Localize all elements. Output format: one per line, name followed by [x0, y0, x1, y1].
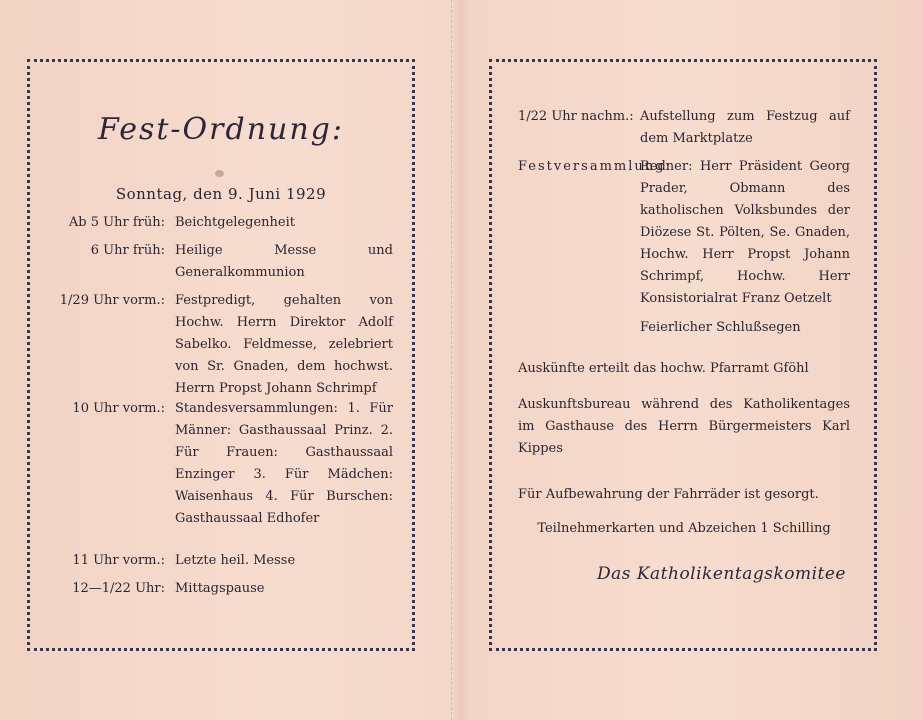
- event-date: Sonntag, den 9. Juni 1929: [115, 185, 327, 203]
- left-panel: [27, 59, 415, 651]
- entry-text: Letzte heil. Messe: [175, 553, 296, 568]
- entry-time: 1/22 Uhr nachm.:: [518, 109, 634, 124]
- entry-time: Ab 5 Uhr früh:: [68, 215, 165, 230]
- entry-time: 11 Uhr vorm.:: [72, 553, 165, 568]
- entry-time: 1/29 Uhr vorm.:: [59, 293, 165, 308]
- entry-text: Redner: Herr Präsident Georg Prader, Obmann des katholischen Volksbundes der Diözese St. Pölten, Se. Gnaden, Hochw. Herr Propst Johann Schrimpf, Hochw. Herr Konsistorialrat Franz Oetzelt: [640, 159, 850, 306]
- entry-time: 10 Uhr vorm.:: [72, 401, 165, 416]
- paper-blemish: [215, 170, 224, 177]
- closing-blessing: Feierlicher Schlußsegen: [640, 320, 801, 335]
- bicycle-note: Für Aufbewahrung der Fahrräder ist gesorgt.: [518, 487, 819, 502]
- entry-time: 6 Uhr früh:: [90, 243, 165, 258]
- entry-time: 12—1/22 Uhr:: [72, 581, 165, 596]
- entry-text: Standesversammlungen: 1. Für Männer: Gasthaussaal Prinz. 2. Für Frauen: Gasthaussaal Enzinger 3. Für Mädchen: Waisenhaus 4. Für Burschen: Gasthaussaal Edhofer: [175, 401, 393, 526]
- entry-text: Festpredigt, gehalten von Hochw. Herrn Direktor Adolf Sabelko. Feldmesse, zelebriert von Sr. Gnaden, dem hochwst. Herrn Propst Johann Schrimpf: [175, 293, 393, 396]
- info-bureau: Auskunftsbureau während des Katholikentages im Gasthause des Herrn Bürgermeisters Karl Kippes: [518, 397, 850, 456]
- entry-text: Aufstellung zum Festzug auf dem Marktplatze: [640, 109, 850, 146]
- page-title: Fest-Ordnung:: [98, 112, 344, 147]
- info-note: Auskünfte erteilt das hochw. Pfarramt Gföhl: [518, 361, 809, 376]
- signature: Das Katholikentagskomitee: [596, 564, 846, 584]
- entry-time: Festversammlung:: [518, 159, 672, 174]
- right-panel: [489, 59, 877, 651]
- ticket-note: Teilnehmerkarten und Abzeichen 1 Schilling: [537, 521, 831, 536]
- fold-line: [451, 0, 454, 720]
- entry-text: Mittagspause: [175, 581, 265, 596]
- entry-text: Beichtgelegenheit: [175, 215, 295, 230]
- entry-text: Heilige Messe und Generalkommunion: [175, 243, 393, 280]
